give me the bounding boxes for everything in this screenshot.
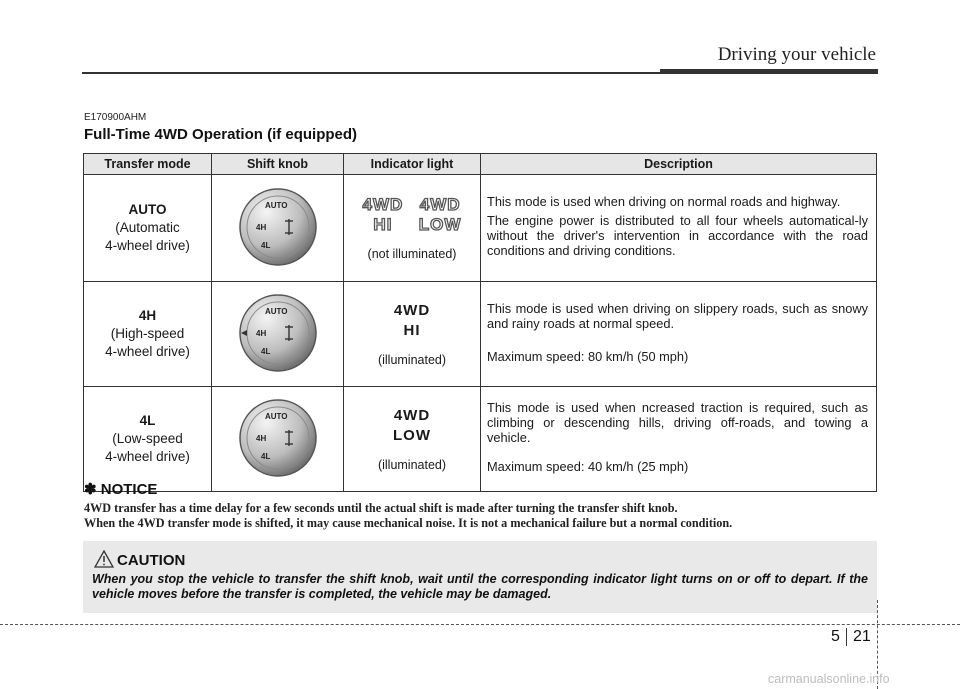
page-number: 21 (853, 628, 871, 645)
notice-title: ✽ NOTICE (84, 481, 158, 498)
indicator-state: (not illuminated) (367, 247, 457, 261)
table-row (84, 387, 877, 492)
indicator-4wd-hi-label: 4WD HI (362, 195, 404, 234)
svg-text:AUTO: AUTO (264, 411, 288, 421)
description-cell (481, 387, 877, 492)
mode-name: 4H (138, 308, 157, 323)
description-cell (481, 282, 877, 387)
shift-knob-4l-icon (237, 397, 319, 479)
mode-detail: (Automatic (115, 220, 180, 235)
caution-title: CAUTION (117, 552, 186, 569)
svg-text:AUTO: AUTO (264, 306, 288, 316)
shift-knob-cell (212, 282, 344, 387)
table-header-row (84, 154, 877, 175)
column-header-description: Description (481, 154, 877, 175)
indicator-state: (illuminated) (377, 353, 447, 367)
svg-text:4H: 4H (255, 222, 266, 232)
transfer-mode-cell (84, 387, 212, 492)
indicator-4wd-low-label: 4WD LOW (418, 195, 462, 234)
column-header-transfer-mode: Transfer mode (84, 154, 212, 175)
indicator-light-cell (344, 282, 481, 387)
notice-line: 4WD transfer has a time delay for a few seconds until the actual shift is made after turning the transfer shift knob. (84, 501, 678, 515)
mode-detail: (Low-speed (112, 431, 183, 446)
transfer-mode-cell (84, 282, 212, 387)
column-header-shift-knob: Shift knob (212, 154, 344, 175)
mode-detail: 4-wheel drive) (105, 344, 190, 359)
description-text: This mode is used when driving on slippery roads, such as snowy and rainy roads at normal speed. (487, 300, 868, 331)
mode-detail: 4-wheel drive) (105, 449, 190, 464)
svg-text:4L: 4L (260, 451, 270, 461)
section-heading: Full-Time 4WD Operation (if equipped) (84, 126, 358, 143)
warning-triangle-icon (94, 550, 114, 568)
indicator-state: (illuminated) (377, 458, 447, 472)
column-header-indicator-light: Indicator light (344, 154, 481, 175)
shift-knob-cell (212, 387, 344, 492)
indicator-light-cell (344, 175, 481, 282)
description-text: Maximum speed: 80 km/h (50 mph) (487, 348, 689, 364)
mode-name: AUTO (128, 202, 167, 217)
mode-name: 4L (139, 413, 156, 428)
indicator-4wd-hi-label: 4WD HI (393, 302, 431, 339)
notice-text (84, 501, 884, 530)
header-section-title: Driving your vehicle (717, 44, 876, 65)
description-text: This mode is used when driving on normal roads and highway. (487, 194, 841, 209)
mode-detail: (High-speed (110, 326, 185, 341)
section-number: 5 (831, 628, 840, 645)
description-cell (481, 175, 877, 282)
svg-text:4L: 4L (260, 346, 270, 356)
footer-rule (0, 624, 960, 625)
description-text: This mode is used when ncreased traction is required, such as climbing or descending hills, driving off-roads, and towing a vehicle. (487, 400, 868, 445)
svg-text:AUTO: AUTO (264, 200, 288, 210)
svg-text:4H: 4H (255, 433, 266, 443)
description-text: The engine power is distributed to all four wheels automatical-ly without the driver's intervention in accordance with the road conditions and driving conditions. (487, 213, 868, 258)
shift-knob-cell (212, 175, 344, 282)
svg-text:4L: 4L (260, 240, 270, 250)
watermark: carmanualsonline.info (768, 672, 890, 686)
document-code: E170900AHM (84, 112, 147, 123)
description-text: Maximum speed: 40 km/h (25 mph) (487, 459, 689, 474)
transfer-mode-cell (84, 175, 212, 282)
mode-detail: 4-wheel drive) (105, 238, 190, 253)
shift-knob-auto-icon (237, 186, 319, 268)
svg-text:4H: 4H (255, 328, 266, 338)
notice-line: When the 4WD transfer mode is shifted, it may cause mechanical noise. It is not a mechanical failure but a normal condition. (84, 515, 733, 530)
header-rule (82, 72, 660, 74)
transfer-mode-table (83, 153, 877, 492)
caution-box (83, 541, 877, 613)
indicator-4wd-low-label: 4WD LOW (393, 407, 431, 444)
page-number-divider (846, 628, 847, 646)
table-row (84, 282, 877, 387)
table-row (84, 175, 877, 282)
caution-text: When you stop the vehicle to transfer the shift knob, wait until the corresponding indicator light turns on or off to depart. If the vehicle moves before the transfer is completed, the vehicle may be damaged. (92, 572, 868, 601)
header-rule-accent (660, 69, 878, 74)
shift-knob-4h-icon (237, 292, 319, 374)
indicator-light-cell (344, 387, 481, 492)
